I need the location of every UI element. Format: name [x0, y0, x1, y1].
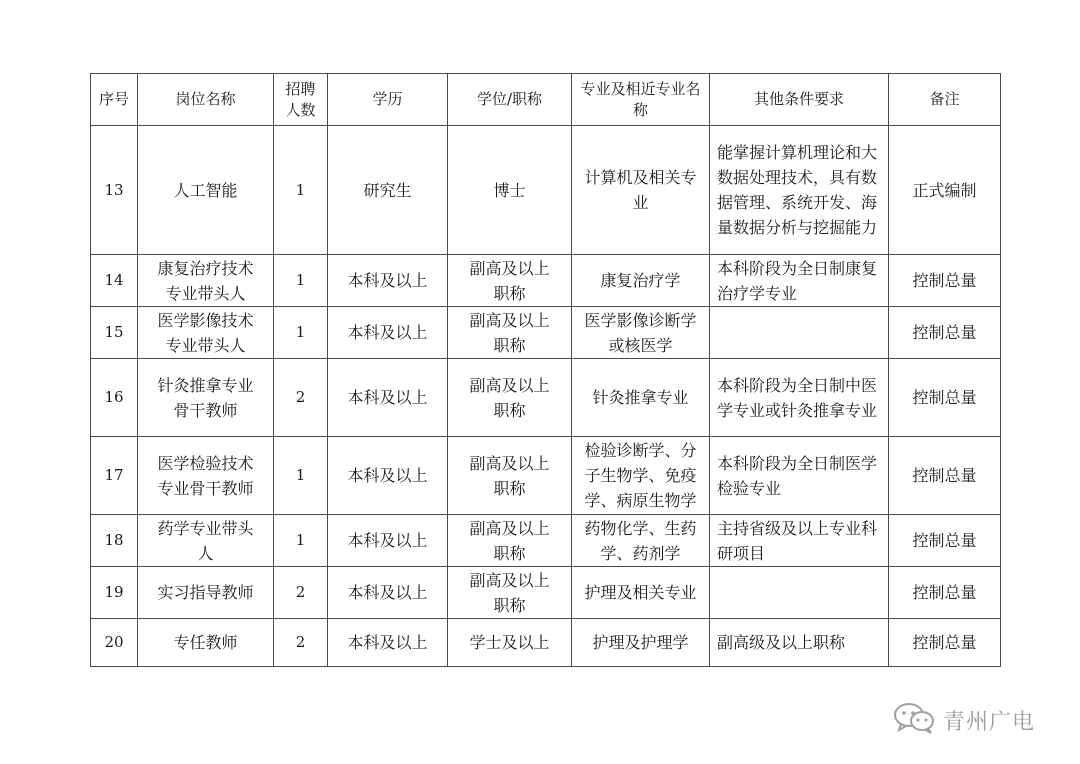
cell-post [138, 619, 274, 667]
table-header-row [91, 74, 1001, 126]
cell-post [138, 437, 274, 515]
cell-degree [448, 307, 572, 359]
cell-remark-text: 控制总量 [912, 466, 977, 485]
cell-education [328, 515, 448, 567]
cell-count [274, 437, 328, 515]
cell-conditions-text: 本科阶段为全日制康复治疗学专业 [717, 258, 878, 303]
cell-major-text: 药物化学、生药学、药剂学 [584, 518, 697, 563]
cell-education [328, 307, 448, 359]
cell-post-text: 医学检验技术专业骨干教师 [157, 453, 254, 498]
cell-degree [448, 619, 572, 667]
cell-remark-text: 控制总量 [912, 531, 977, 550]
cell-remark [889, 307, 1001, 359]
cell-conditions-text: 能掌握计算机理论和大数据处理技术，具有数据管理、系统开发、海量数据分析与挖掘能力 [717, 143, 878, 237]
header-cell-post: 岗位名称 [138, 74, 274, 126]
cell-major-text: 护理及相关专业 [584, 583, 697, 602]
cell-conditions [710, 567, 889, 619]
cell-post [138, 359, 274, 437]
cell-no [91, 126, 138, 255]
header-cell-count: 招聘人数 [274, 74, 328, 126]
cell-education-text: 本科及以上 [347, 388, 428, 407]
cell-education [328, 437, 448, 515]
recruitment-table [90, 73, 1001, 667]
cell-no-text: 15 [104, 323, 124, 341]
table-row [91, 255, 1001, 307]
cell-education-text: 本科及以上 [347, 323, 428, 342]
cell-no [91, 307, 138, 359]
cell-count-text: 1 [295, 531, 306, 549]
cell-post-text: 针灸推拿专业骨干教师 [157, 375, 254, 420]
cell-education [328, 126, 448, 255]
cell-count-text: 2 [295, 388, 306, 406]
cell-major [572, 359, 710, 437]
cell-education [328, 567, 448, 619]
cell-count [274, 619, 328, 667]
cell-major-text: 检验诊断学、分子生物学、免疫学、病原生物学 [584, 441, 697, 510]
cell-degree-text: 副高及以上职称 [469, 258, 550, 303]
cell-degree [448, 255, 572, 307]
cell-conditions-text: 副高级及以上职称 [717, 633, 846, 652]
cell-degree-text: 副高及以上职称 [469, 310, 550, 355]
cell-post-text: 专任教师 [173, 633, 238, 652]
cell-count [274, 515, 328, 567]
cell-major-text: 医学影像诊断学或核医学 [584, 310, 697, 355]
cell-count-text: 2 [295, 633, 306, 651]
cell-count-text: 1 [295, 180, 306, 199]
cell-degree-text: 副高及以上职称 [469, 375, 550, 420]
cell-conditions [710, 437, 889, 515]
cell-degree-text: 副高及以上职称 [469, 518, 550, 563]
cell-post [138, 567, 274, 619]
header-cell-major: 专业及相近专业名称 [572, 74, 710, 126]
cell-major [572, 437, 710, 515]
cell-count [274, 255, 328, 307]
table-row [91, 359, 1001, 437]
table-body [91, 126, 1001, 667]
cell-degree-text: 副高及以上职称 [469, 570, 550, 615]
cell-count-text: 1 [295, 323, 306, 341]
watermark-text: 青州广电 [943, 709, 1036, 735]
table-row [91, 567, 1001, 619]
cell-conditions [710, 619, 889, 667]
cell-major [572, 255, 710, 307]
cell-remark-text: 控制总量 [912, 323, 977, 342]
cell-post-text: 康复治疗技术专业带头人 [157, 258, 254, 303]
cell-no [91, 359, 138, 437]
cell-degree [448, 359, 572, 437]
cell-remark-text: 控制总量 [912, 633, 977, 652]
cell-post-text: 人工智能 [173, 180, 238, 200]
cell-remark [889, 126, 1001, 255]
cell-degree-text: 副高及以上职称 [469, 453, 550, 498]
cell-post [138, 307, 274, 359]
cell-education [328, 619, 448, 667]
cell-education [328, 359, 448, 437]
cell-major-text: 计算机及相关专业 [584, 168, 697, 212]
cell-no [91, 437, 138, 515]
cell-remark-text: 正式编制 [912, 180, 977, 200]
cell-count-text: 2 [295, 583, 306, 601]
header-cell-conditions: 其他条件要求 [710, 74, 889, 126]
cell-conditions [710, 359, 889, 437]
cell-remark [889, 619, 1001, 667]
table-row [91, 515, 1001, 567]
cell-post-text: 医学影像技术专业带头人 [157, 310, 254, 355]
cell-count [274, 307, 328, 359]
cell-education-text: 本科及以上 [347, 271, 428, 290]
cell-education-text: 本科及以上 [347, 583, 428, 602]
header-cell-degree: 学位/职称 [448, 74, 572, 126]
cell-remark-text: 控制总量 [912, 583, 977, 602]
cell-post [138, 255, 274, 307]
cell-no [91, 515, 138, 567]
cell-conditions-text: 主持省级及以上专业科研项目 [717, 518, 878, 563]
cell-remark [889, 255, 1001, 307]
header-cell-remark: 备注 [889, 74, 1001, 126]
cell-post-text: 实习指导教师 [157, 583, 254, 602]
cell-major-text: 护理及护理学 [592, 633, 689, 652]
cell-major-text: 针灸推拿专业 [592, 388, 689, 407]
header-cell-no: 序号 [91, 74, 138, 126]
cell-no-text: 17 [104, 466, 124, 484]
cell-major [572, 567, 710, 619]
cell-remark-text: 控制总量 [912, 271, 977, 290]
watermark [893, 700, 1035, 740]
cell-degree [448, 126, 572, 255]
cell-major [572, 515, 710, 567]
cell-conditions-text: 本科阶段为全日制中医学专业或针灸推拿专业 [717, 375, 878, 420]
header-cell-education: 学历 [328, 74, 448, 126]
table-row [91, 437, 1001, 515]
wechat-icon [893, 701, 937, 739]
cell-degree [448, 567, 572, 619]
cell-no-text: 13 [104, 180, 124, 199]
cell-count [274, 567, 328, 619]
cell-count-text: 1 [295, 271, 306, 289]
cell-major [572, 307, 710, 359]
cell-post [138, 126, 274, 255]
cell-degree [448, 515, 572, 567]
cell-no [91, 567, 138, 619]
cell-education [328, 255, 448, 307]
cell-count [274, 359, 328, 437]
cell-degree [448, 437, 572, 515]
cell-no [91, 619, 138, 667]
cell-no-text: 20 [104, 633, 124, 651]
cell-education-text: 本科及以上 [347, 633, 428, 652]
cell-count [274, 126, 328, 255]
cell-conditions [710, 126, 889, 255]
cell-count-text: 1 [295, 466, 306, 484]
cell-no-text: 19 [104, 583, 124, 601]
cell-conditions [710, 515, 889, 567]
cell-no [91, 255, 138, 307]
table-row [91, 307, 1001, 359]
cell-major-text: 康复治疗学 [600, 271, 681, 290]
cell-remark [889, 515, 1001, 567]
cell-remark [889, 359, 1001, 437]
cell-conditions [710, 307, 889, 359]
cell-degree-text: 学士及以上 [469, 633, 550, 652]
cell-remark [889, 437, 1001, 515]
cell-no-text: 14 [104, 271, 124, 289]
cell-remark-text: 控制总量 [912, 388, 977, 407]
cell-conditions-text: 本科阶段为全日制医学检验专业 [717, 453, 878, 498]
cell-education-text: 研究生 [363, 180, 412, 200]
cell-post [138, 515, 274, 567]
table-row [91, 619, 1001, 667]
cell-major [572, 126, 710, 255]
cell-no-text: 18 [104, 531, 124, 549]
table-row [91, 126, 1001, 255]
cell-post-text: 药学专业带头人 [157, 518, 254, 563]
cell-degree-text: 博士 [493, 180, 526, 200]
cell-no-text: 16 [104, 388, 124, 406]
cell-education-text: 本科及以上 [347, 531, 428, 550]
cell-conditions [710, 255, 889, 307]
cell-education-text: 本科及以上 [347, 466, 428, 485]
cell-major [572, 619, 710, 667]
cell-remark [889, 567, 1001, 619]
